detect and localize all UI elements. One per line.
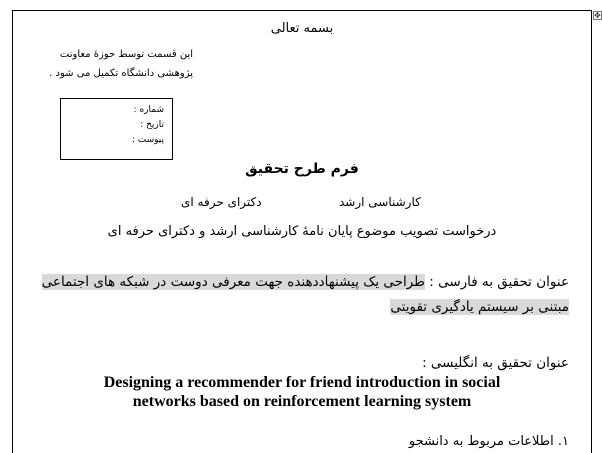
english-title-value[interactable]	[13, 373, 591, 411]
form-title: فرم طرح تحقیق	[245, 161, 359, 177]
table-move-handle-icon[interactable]: ✥	[594, 11, 601, 20]
attachment-label: پیوست :	[131, 135, 164, 145]
english-title-line-1: Designing a recommender for friend introduction in social	[103, 374, 501, 391]
english-title-line-2: networks based on reinforcement learning system	[132, 393, 472, 410]
section-1-heading: ۱. اطلاعات مربوط به دانشجو	[408, 434, 569, 449]
degree-masters: کارشناسی ارشد	[339, 195, 421, 209]
persian-title-label: عنوان تحقیق به فارسی :	[429, 274, 569, 290]
office-note-line-2: پژوهشی دانشگاه تکمیل می شود .	[49, 68, 193, 79]
number-label: شماره :	[133, 105, 164, 115]
persian-title-field	[9, 270, 569, 320]
date-label: تاریخ :	[140, 120, 164, 130]
document-page	[12, 10, 601, 453]
request-title: درخواست تصویب موضوع پایان نامهٔ کارشناسی ارشد و دکترای حرفه ای	[107, 224, 497, 239]
degree-professional-doctorate: دکترای حرفه ای	[181, 195, 262, 209]
persian-title-value[interactable]: طراحی یک پیشنهاددهنده جهت معرفی دوست در شبکه های اجتماعی مبتنی بر سیستم یادگیری تقویتی	[41, 274, 569, 315]
office-note-line-1: این قسمت توسط حوزه‌ٔ معاونت	[59, 49, 193, 60]
office-use-box	[60, 98, 173, 160]
document-heading: بسمه تعالی	[270, 21, 334, 36]
english-title-label: عنوان تحقیق به انگلیسی :	[422, 355, 569, 371]
